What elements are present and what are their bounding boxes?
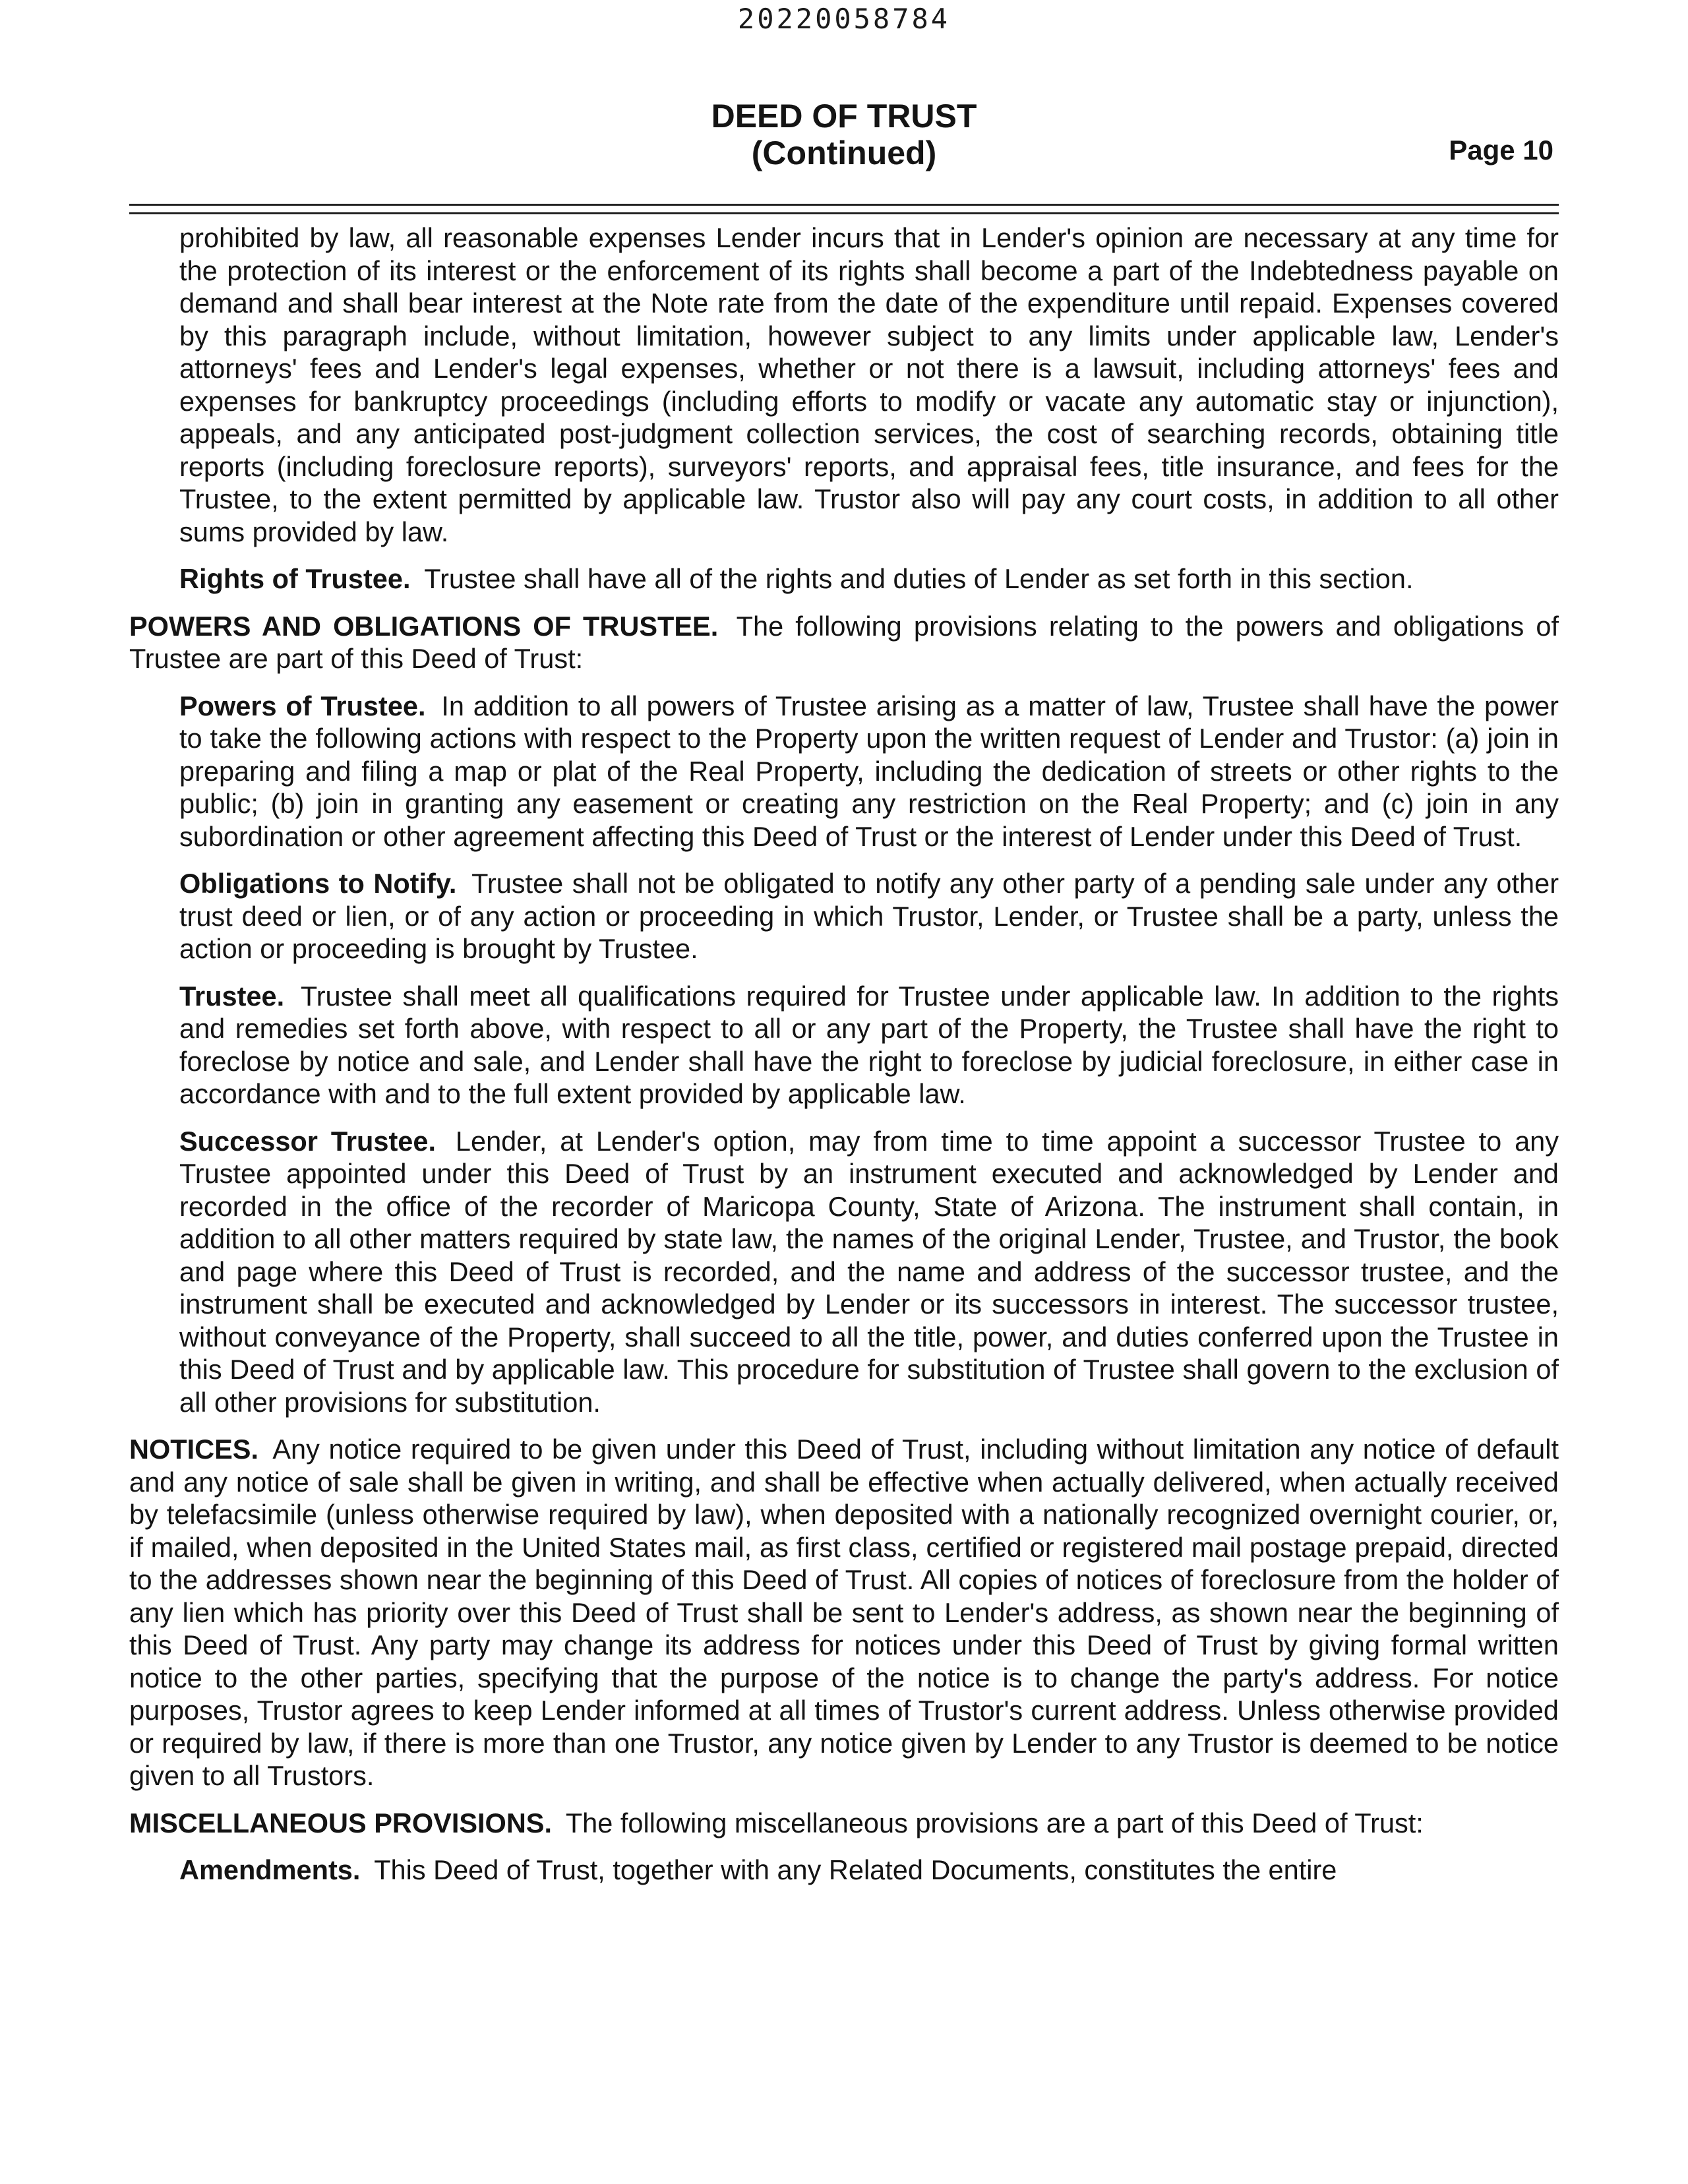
- text-trustee: Trustee shall meet all qualifications required for Trustee under applicable law. In addition to the rights and remedies set forth above, with respect to all or any part of the Property, the Trustee shall have the right to foreclose by notice and sale, and Lender shall have the right to foreclose by judicial foreclosure, in either case in accordance with and to the full extent provided by applicable law.: [179, 980, 1559, 1109]
- paragraph-powers-of-trustee: [129, 690, 1559, 853]
- paragraph-amendments: [129, 1854, 1559, 1887]
- heading-rights-of-trustee: Rights of Trustee.: [179, 563, 411, 594]
- text-miscellaneous-provisions: The following miscellaneous provisions are a part of this Deed of Trust:: [565, 1807, 1424, 1838]
- page-number: Page 10: [1449, 135, 1553, 166]
- text-powers-and-obligations: The following provisions relating to the powers and obligations of Trustee are part of this Deed of Trust:: [129, 610, 1559, 674]
- heading-miscellaneous-provisions: MISCELLANEOUS PROVISIONS.: [129, 1807, 553, 1838]
- document-number: 20220058784: [737, 3, 951, 35]
- header-rule-bottom: [129, 212, 1559, 214]
- title-line-1: DEED OF TRUST: [711, 98, 977, 135]
- section-miscellaneous-provisions: [129, 1807, 1559, 1840]
- heading-amendments: Amendments.: [179, 1854, 361, 1885]
- text-powers-of-trustee: In addition to all powers of Trustee arising as a matter of law, Trustee shall have the power to take the following actions with respect to the Property upon the written request of Lender and Trustor: (a) join in preparing and filing a map or plat of the Real Property, including the dedication of streets or other rights to the public; (b) join in granting any easement or creating any restriction on the Real Property; and (c) join in any subordination or other agreement affecting this Deed of Trust or the interest of Lender under this Deed of Trust.: [179, 690, 1559, 852]
- section-notices: [129, 1433, 1559, 1792]
- document-body: [129, 222, 1559, 1901]
- text-amendments: This Deed of Trust, together with any Related Documents, constitutes the entire: [374, 1854, 1337, 1885]
- text-successor-trustee: Lender, at Lender's option, may from time to time appoint a successor Trustee to any Trustee appointed under this Deed of Trust by an instrument executed and acknowledged by Lender and recorded in the office of the recorder of Maricopa County, State of Arizona. The instrument shall contain, in addition to all other matters required by state law, the names of the original Lender, Trustee, and Trustor, the book and page where this Deed of Trust is recorded, and the name and address of the successor trustee, and the instrument shall be executed and acknowledged by Lender or its successors in interest. The successor trustee, without conveyance of the Property, shall succeed to all the title, power, and duties conferred upon the Trustee in this Deed of Trust and by applicable law. This procedure for substitution of Trustee shall govern to the exclusion of all other provisions for substitution.: [179, 1125, 1559, 1418]
- paragraph-rights-of-trustee: [129, 562, 1559, 595]
- text-notices: Any notice required to be given under this Deed of Trust, including without limitation any notice of default and any notice of sale shall be given in writing, and shall be effective when actually delivered, when actually received by telefacsimile (unless otherwise required by law), when deposited with a nationally recognized overnight courier, or, if mailed, when deposited in the United States mail, as first class, certified or registered mail postage prepaid, directed to the addresses shown near the beginning of this Deed of Trust. All copies of notices of foreclosure from the holder of any lien which has priority over this Deed of Trust shall be sent to Lender's address, as shown near the beginning of this Deed of Trust. Any party may change its address for notices under this Deed of Trust by giving formal written notice to the other parties, specifying that the purpose of the notice is to change the party's address. For notice purposes, Trustor agrees to keep Lender informed at all times of Trustor's current address. Unless otherwise provided or required by law, if there is more than one Trustor, any notice given by Lender to any Trustor is deemed to be notice given to all Trustors.: [129, 1434, 1559, 1791]
- heading-powers-and-obligations: POWERS AND OBLIGATIONS OF TRUSTEE.: [129, 610, 719, 642]
- paragraph-obligations-to-notify: [129, 867, 1559, 965]
- heading-powers-of-trustee: Powers of Trustee.: [179, 690, 426, 721]
- text-rights-of-trustee: Trustee shall have all of the rights and duties of Lender as set forth in this section.: [424, 563, 1414, 594]
- paragraph-successor-trustee: [129, 1125, 1559, 1419]
- paragraph-expenses-continued: prohibited by law, all reasonable expenses Lender incurs that in Lender's opinion are necessary at any time for the protection of its interest or the enforcement of its rights shall become a part of the Indebtedness payable on demand and shall bear interest at the Note rate from the date of the expenditure until repaid. Expenses covered by this paragraph include, without limitation, however subject to any limits under applicable law, Lender's attorneys' fees and Lender's legal expenses, whether or not there is a lawsuit, including attorneys' fees and expenses for bankruptcy proceedings (including efforts to modify or vacate any automatic stay or injunction), appeals, and any anticipated post-judgment collection services, the cost of searching records, obtaining title reports (including foreclosure reports), surveyors' reports, and appraisal fees, title insurance, and fees for the Trustee, to the extent permitted by applicable law. Trustor also will pay any court costs, in addition to all other sums provided by law.: [179, 222, 1559, 547]
- heading-obligations-to-notify: Obligations to Notify.: [179, 868, 457, 899]
- document-title: [0, 98, 1688, 171]
- heading-successor-trustee: Successor Trustee.: [179, 1125, 436, 1157]
- section-powers-and-obligations: [129, 610, 1559, 675]
- heading-notices: NOTICES.: [129, 1434, 258, 1465]
- heading-trustee: Trustee.: [179, 980, 285, 1012]
- text-obligations-to-notify: Trustee shall not be obligated to notify any other party of a pending sale under any other trust deed or lien, or of any action or proceeding in which Trustor, Lender, or Trustee shall be a party, unless the action or proceeding is brought by Trustee.: [179, 868, 1559, 964]
- header-rule-top: [129, 204, 1559, 206]
- title-line-2: (Continued): [751, 135, 937, 171]
- paragraph-trustee: [129, 980, 1559, 1110]
